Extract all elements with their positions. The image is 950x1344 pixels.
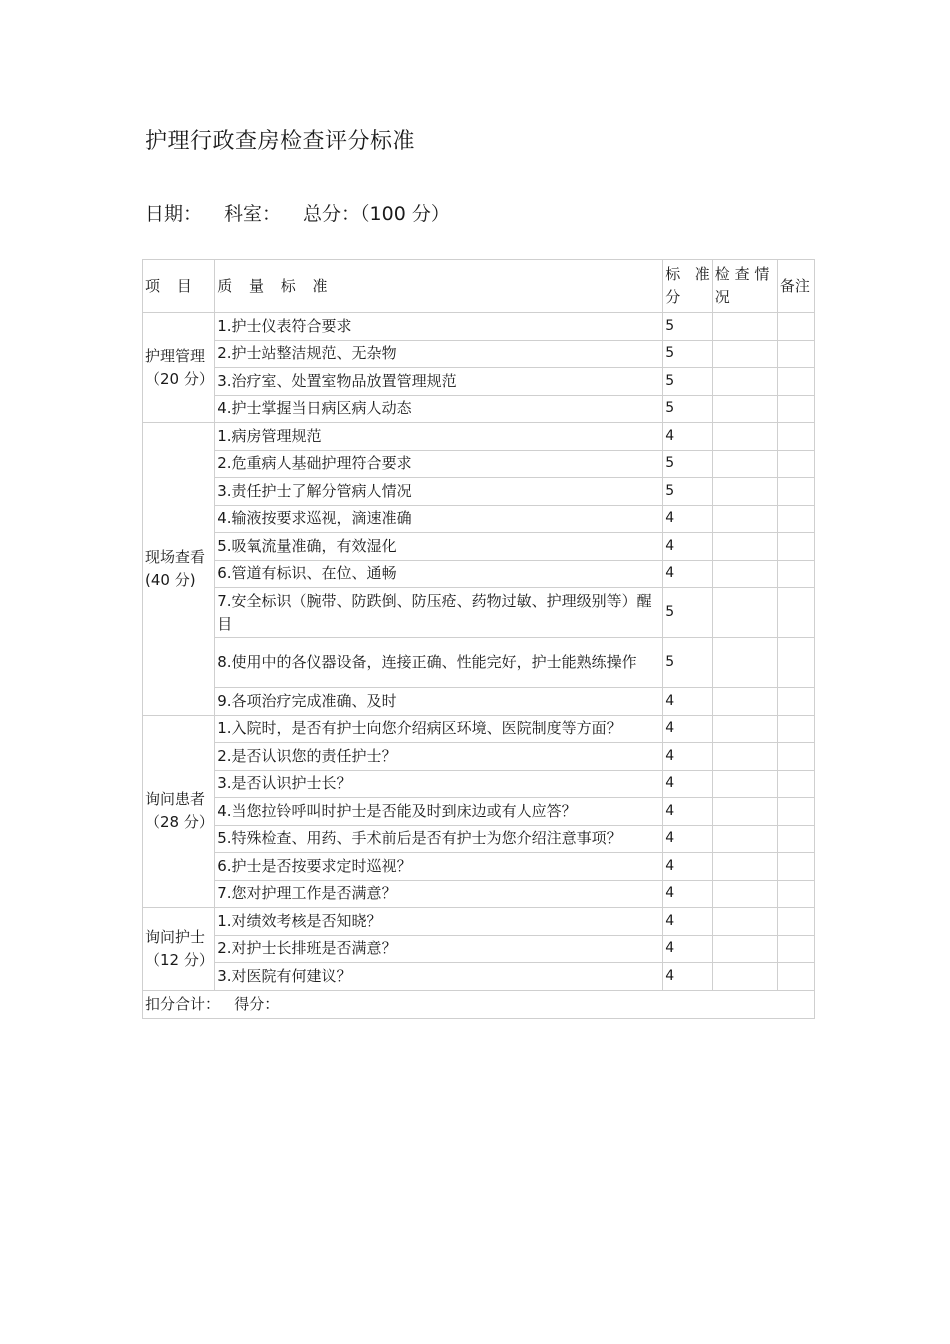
- score-cell: 4: [663, 798, 713, 826]
- table-row: [143, 638, 815, 688]
- note-cell: [777, 798, 814, 826]
- standard-cell: 9.各项治疗完成准确、及时: [215, 688, 663, 716]
- header-standard: 质 量 标 准: [215, 260, 663, 313]
- note-cell: [777, 715, 814, 743]
- check-cell: [712, 313, 777, 341]
- score-cell: 4: [663, 963, 713, 991]
- note-cell: [777, 908, 814, 936]
- check-cell: [712, 395, 777, 423]
- check-cell: [712, 638, 777, 688]
- note-cell: [777, 688, 814, 716]
- table-row: [143, 908, 815, 936]
- note-cell: [777, 395, 814, 423]
- note-cell: [777, 313, 814, 341]
- page-title: 护理行政查房检查评分标准: [145, 129, 416, 154]
- standard-cell: 5.吸氧流量准确，有效湿化: [215, 533, 663, 561]
- table-row: [143, 560, 815, 588]
- table-row: [143, 963, 815, 991]
- score-cell: 4: [663, 825, 713, 853]
- score-cell: 5: [663, 450, 713, 478]
- table-row: [143, 935, 815, 963]
- table-row: [143, 340, 815, 368]
- table-row: [143, 450, 815, 478]
- score-cell: 5: [663, 638, 713, 688]
- score-cell: 4: [663, 880, 713, 908]
- score-cell: 5: [663, 588, 713, 638]
- score-cell: 5: [663, 478, 713, 506]
- standard-cell: 6.管道有标识、在位、通畅: [215, 560, 663, 588]
- check-cell: [712, 908, 777, 936]
- standard-cell: 1.入院时，是否有护士向您介绍病区环境、医院制度等方面？: [215, 715, 663, 743]
- standard-cell: 8.使用中的各仪器设备，连接正确、性能完好，护士能熟练操作: [215, 638, 663, 688]
- score-cell: 4: [663, 505, 713, 533]
- check-cell: [712, 853, 777, 881]
- table-row: [143, 798, 815, 826]
- note-cell: [777, 533, 814, 561]
- standard-cell: 1.护士仪表符合要求: [215, 313, 663, 341]
- standard-cell: 6.护士是否按要求定时巡视？: [215, 853, 663, 881]
- score-cell: 4: [663, 560, 713, 588]
- score-cell: 5: [663, 313, 713, 341]
- score-cell: 4: [663, 688, 713, 716]
- score-cell: 4: [663, 715, 713, 743]
- note-cell: [777, 588, 814, 638]
- table-row: [143, 395, 815, 423]
- table-row: [143, 368, 815, 396]
- score-cell: 5: [663, 395, 713, 423]
- check-cell: [712, 560, 777, 588]
- table-row: [143, 715, 815, 743]
- category-cell: 现场查看 (40 分): [143, 423, 215, 716]
- note-cell: [777, 743, 814, 771]
- category-cell: 护理管理 （20 分）: [143, 313, 215, 423]
- note-cell: [777, 505, 814, 533]
- score-cell: 4: [663, 908, 713, 936]
- table-row: [143, 478, 815, 506]
- check-cell: [712, 505, 777, 533]
- note-cell: [777, 963, 814, 991]
- table-row: [143, 853, 815, 881]
- standard-cell: 3.对医院有何建议？: [215, 963, 663, 991]
- note-cell: [777, 825, 814, 853]
- standard-cell: 1.对绩效考核是否知晓？: [215, 908, 663, 936]
- check-cell: [712, 715, 777, 743]
- score-cell: 4: [663, 853, 713, 881]
- score-cell: 4: [663, 533, 713, 561]
- standard-cell: 2.是否认识您的责任护士？: [215, 743, 663, 771]
- standard-cell: 2.护士站整洁规范、无杂物: [215, 340, 663, 368]
- check-cell: [712, 533, 777, 561]
- check-cell: [712, 588, 777, 638]
- check-cell: [712, 688, 777, 716]
- note-cell: [777, 340, 814, 368]
- standard-cell: 2.危重病人基础护理符合要求: [215, 450, 663, 478]
- header-row: [143, 260, 815, 313]
- check-cell: [712, 825, 777, 853]
- score-cell: 5: [663, 368, 713, 396]
- note-cell: [777, 880, 814, 908]
- note-cell: [777, 450, 814, 478]
- check-cell: [712, 423, 777, 451]
- check-cell: [712, 743, 777, 771]
- check-cell: [712, 798, 777, 826]
- standard-cell: 4.当您拉铃呼叫时护士是否能及时到床边或有人应答？: [215, 798, 663, 826]
- footer-summary: 扣分合计： 得分：: [143, 990, 815, 1018]
- check-cell: [712, 963, 777, 991]
- check-cell: [712, 880, 777, 908]
- score-cell: 4: [663, 770, 713, 798]
- note-cell: [777, 368, 814, 396]
- score-cell: 5: [663, 340, 713, 368]
- check-cell: [712, 478, 777, 506]
- note-cell: [777, 423, 814, 451]
- check-cell: [712, 368, 777, 396]
- standard-cell: 2.对护士长排班是否满意？: [215, 935, 663, 963]
- standard-cell: 7.您对护理工作是否满意？: [215, 880, 663, 908]
- standard-cell: 5.特殊检查、用药、手术前后是否有护士为您介绍注意事项？: [215, 825, 663, 853]
- note-cell: [777, 935, 814, 963]
- table-row: [143, 880, 815, 908]
- category-cell: 询问患者 （28 分）: [143, 715, 215, 908]
- category-cell: 询问护士 （12 分）: [143, 908, 215, 991]
- standard-cell: 3.责任护士了解分管病人情况: [215, 478, 663, 506]
- table-row: [143, 533, 815, 561]
- score-cell: 4: [663, 423, 713, 451]
- check-cell: [712, 340, 777, 368]
- meta-line: [145, 199, 472, 226]
- scoring-table: [142, 259, 815, 1019]
- table-row: [143, 743, 815, 771]
- standard-cell: 3.治疗室、处置室物品放置管理规范: [215, 368, 663, 396]
- note-cell: [777, 478, 814, 506]
- note-cell: [777, 770, 814, 798]
- table-row: [143, 313, 815, 341]
- standard-cell: 7.安全标识（腕带、防跌倒、防压疮、药物过敏、护理级别等）醒目: [215, 588, 663, 638]
- header-note: 备注: [777, 260, 814, 313]
- check-cell: [712, 450, 777, 478]
- note-cell: [777, 560, 814, 588]
- total-label: 总分：（100 分）: [303, 203, 450, 225]
- table-row: [143, 688, 815, 716]
- header-score: 标 准 分: [663, 260, 713, 313]
- table-row: [143, 505, 815, 533]
- standard-cell: 4.护士掌握当日病区病人动态: [215, 395, 663, 423]
- score-cell: 4: [663, 743, 713, 771]
- standard-cell: 1.病房管理规范: [215, 423, 663, 451]
- date-label: 日期：: [145, 203, 203, 225]
- table-row: [143, 423, 815, 451]
- check-cell: [712, 935, 777, 963]
- table-row: [143, 588, 815, 638]
- standard-cell: 3.是否认识护士长？: [215, 770, 663, 798]
- table-row: [143, 770, 815, 798]
- table-row: [143, 825, 815, 853]
- score-cell: 4: [663, 935, 713, 963]
- note-cell: [777, 853, 814, 881]
- note-cell: [777, 638, 814, 688]
- check-cell: [712, 770, 777, 798]
- footer-row: [143, 990, 815, 1018]
- dept-label: 科室：: [224, 203, 282, 225]
- header-category: 项 目: [143, 260, 215, 313]
- header-check: 检 查 情 况: [712, 260, 777, 313]
- standard-cell: 4.输液按要求巡视，滴速准确: [215, 505, 663, 533]
